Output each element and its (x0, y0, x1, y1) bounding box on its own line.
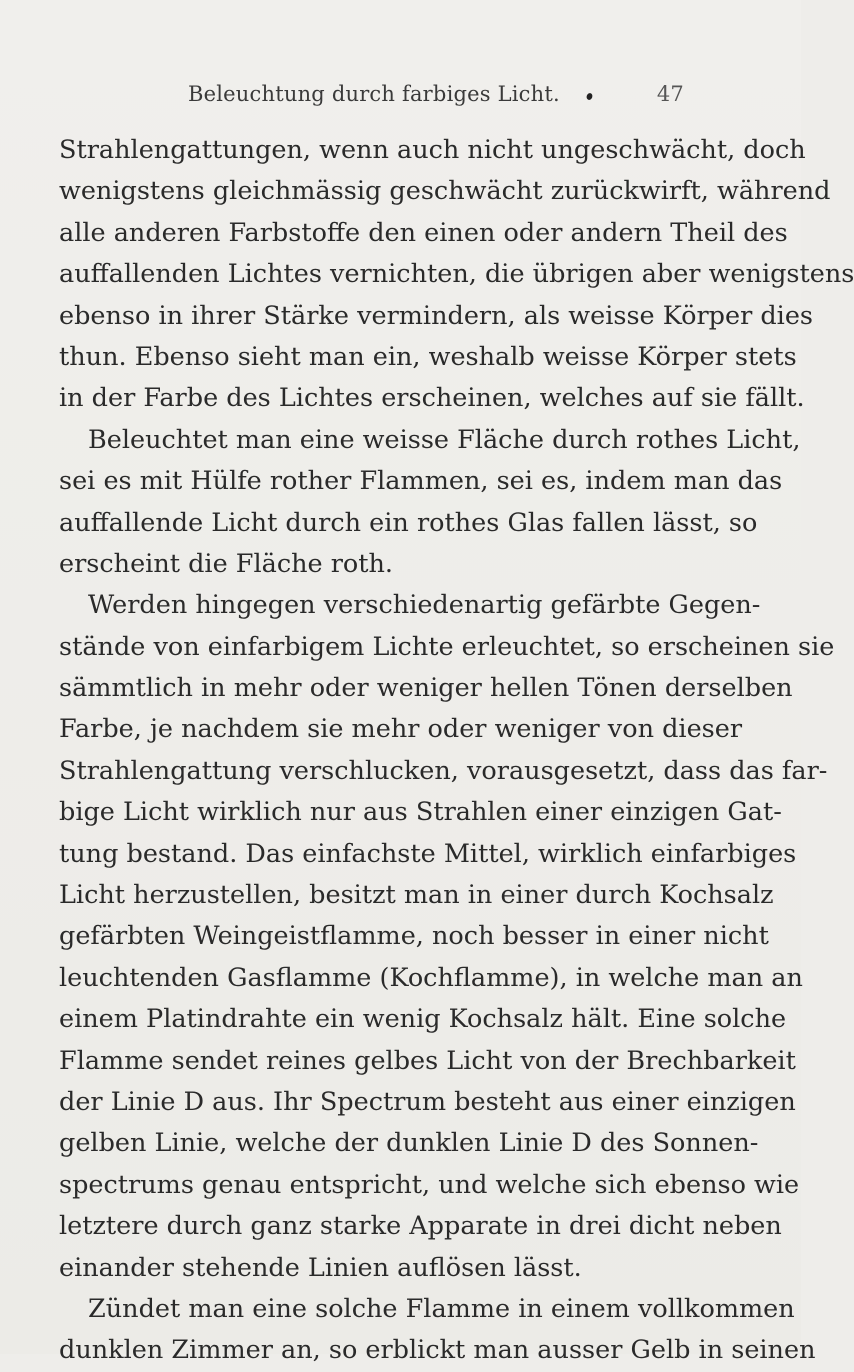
text-line: Strahlengattung verschlucken, vorausgesetzt, dass das far- (59, 755, 828, 786)
text-line: einander stehende Linien auflösen lässt. (59, 1252, 582, 1283)
text-line: auffallenden Lichtes vernichten, die übrigen aber wenigstens (59, 259, 854, 290)
text-line: dunklen Zimmer an, so erblickt man ausser Gelb in seinen (59, 1335, 816, 1366)
text-line: Farbe, je nachdem sie mehr oder weniger von dieser (59, 714, 743, 745)
text-line: in der Farbe des Lichtes erscheinen, welches auf sie fällt. (59, 383, 805, 414)
body-text (59, 130, 854, 1372)
running-head (188, 82, 684, 112)
text-line: stände von einfarbigem Lichte erleuchtet, so erscheinen sie (59, 631, 835, 662)
text-line: auffallende Licht durch ein rothes Glas fallen lässt, so (59, 507, 758, 538)
ink-spot (586, 92, 594, 100)
text-line: Werden hingegen verschiedenartig gefärbte Gegen- (88, 590, 761, 621)
text-line: tung bestand. Das einfachste Mittel, wirklich einfarbiges (59, 838, 797, 869)
text-line: Zündet man eine solche Flamme in einem vollkommen (88, 1293, 795, 1324)
text-line: Strahlengattungen, wenn auch nicht ungeschwächt, doch (59, 135, 806, 165)
page-number: 47 (656, 82, 684, 106)
text-line: Licht herzustellen, besitzt man in einer durch Kochsalz (59, 880, 774, 911)
text-line: sei es mit Hülfe rother Flammen, sei es, indem man das (59, 466, 783, 497)
text-line: thun. Ebenso sieht man ein, weshalb weisse Körper stets (59, 341, 797, 372)
text-line: Flamme sendet reines gelbes Licht von der Brechbarkeit (59, 1045, 796, 1076)
text-line: spectrums genau entspricht, und welche sich ebenso wie (59, 1169, 800, 1200)
running-title: Beleuchtung durch farbiges Licht. (188, 82, 560, 106)
text-line: gelben Linie, welche der dunklen Linie D des Sonnen- (59, 1128, 759, 1159)
text-line: Beleuchtet man eine weisse Fläche durch rothes Licht, (88, 424, 801, 455)
text-line: einem Platindrahte ein wenig Kochsalz hält. Eine solche (59, 1004, 787, 1035)
text-line: wenigstens gleichmässig geschwächt zurückwirft, während (59, 176, 831, 207)
text-line: letztere durch ganz starke Apparate in drei dicht neben (59, 1211, 782, 1242)
text-line: leuchtenden Gasflamme (Kochflamme), in welche man an (59, 962, 803, 993)
text-line: sämmtlich in mehr oder weniger hellen Tönen derselben (59, 673, 793, 704)
text-line: gefärbten Weingeistflamme, noch besser in einer nicht (59, 921, 769, 952)
text-line: erscheint die Fläche roth. (59, 548, 394, 579)
text-line: ebenso in ihrer Stärke vermindern, als weisse Körper dies (59, 300, 814, 331)
text-line: bige Licht wirklich nur aus Strahlen einer einzigen Gat- (59, 797, 782, 828)
text-line: alle anderen Farbstoffe den einen oder andern Theil des (59, 217, 788, 248)
text-line: der Linie D aus. Ihr Spectrum besteht aus einer einzigen (59, 1086, 796, 1117)
